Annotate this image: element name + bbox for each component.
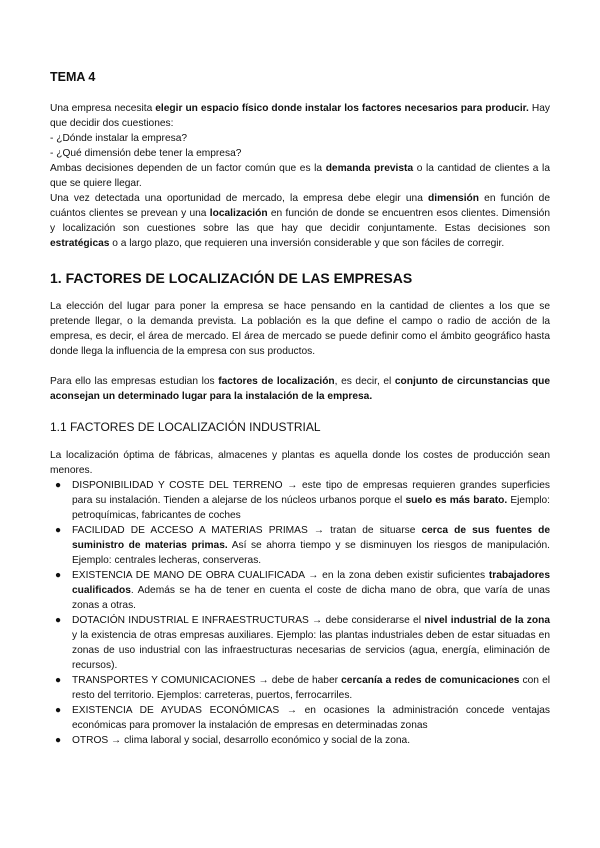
intro-question-2: - ¿Qué dimensión debe tener la empresa? (50, 148, 242, 159)
bullet-icon: ● (55, 675, 62, 686)
section-1-1-heading: 1.1 FACTORES DE LOCALIZACIÓN INDUSTRIAL (50, 420, 321, 434)
section-1-heading: 1. FACTORES DE LOCALIZACIÓN DE LAS EMPRESAS (50, 270, 413, 286)
intro-paragraph-1: Una empresa necesita elegir un espacio físico donde instalar los factores necesarios para producir. Hay que decidir dos cuestiones: (50, 103, 551, 129)
bullet-icon: ● (55, 615, 62, 626)
list-item: ● EXISTENCIA DE AYUDAS ECONÓMICAS → en ocasiones la administración concede ventajas económicas para promover la instalación de empresas en determinadas zonas (55, 705, 550, 731)
factor-list (50, 478, 550, 748)
section-1-paragraph-2: Para ello las empresas estudian los factores de localización, es decir, el conjunto de circunstancias que aconsejan un determinado lugar para la instalación de la empresa. (50, 376, 550, 402)
list-item: ● DOTACIÓN INDUSTRIAL E INFRAESTRUCTURAS → debe considerarse el nivel industrial de la zona y la existencia de otras empresas auxiliares. Ejemplo: las plantas industriales deben de estar situadas en zonas de uso industrial con las infraestructuras necesarias de servicios (agua, energía, eliminación de recursos). (55, 615, 550, 671)
intro-paragraph-2: Ambas decisiones dependen de un factor común que es la demanda prevista o la cantidad de clientes a la que se quiere llegar. (50, 163, 550, 189)
list-item: ● EXISTENCIA DE MANO DE OBRA CUALIFICADA → en la zona deben existir suficientes trabajadores cualificados. Además se ha de tener en cuenta el coste de dicha mano de obra, que varía de unas zonas a otras. (55, 570, 550, 611)
intro-paragraph-3: Una vez detectada una oportunidad de mercado, la empresa debe elegir una dimensión en función de cuántos clientes se prevean y una localización en función de donde se encuentren esos clientes. Dimensión y localización son cuestiones sobre las que hay que decidir conjuntamente. Estas decisiones son estratégicas o a largo plazo, que requieren una inversión considerable y que son fáciles de corregir. (50, 193, 550, 249)
list-item: ● DISPONIBILIDAD Y COSTE DEL TERRENO → este tipo de empresas requieren grandes superficies para su instalación. Tienden a alejarse de los núcleos urbanos porque el suelo es más barato. Ejemplo: petroquímicas, fabricantes de coches (55, 480, 550, 521)
list-item: ● TRANSPORTES Y COMUNICACIONES → debe de haber cercanía a redes de comunicaciones con el resto del territorio. Ejemplos: carreteras, puertos, ferrocarriles. (55, 675, 551, 701)
bullet-icon: ● (55, 570, 62, 581)
document-page (50, 70, 550, 748)
bullet-icon: ● (55, 525, 62, 536)
bullet-icon: ● (55, 735, 62, 746)
section-1-1-intro: La localización óptima de fábricas, almacenes y plantas es aquella donde los costes de producción sean menores. (50, 450, 550, 476)
section-1-paragraph-1: La elección del lugar para poner la empresa se hace pensando en la cantidad de clientes a los que se pretende llegar, o la demanda prevista. La población es la que define el campo o radio de acción de la empresa, es decir, el área de mercado. El área de mercado se puede definir como el ámbito geográfico hasta donde llega la influencia de la empresa con sus productos. (50, 301, 550, 357)
list-item: ● OTROS → clima laboral y social, desarrollo económico y social de la zona. (55, 735, 411, 746)
bullet-icon: ● (55, 480, 62, 491)
document-title: TEMA 4 (50, 70, 96, 84)
list-item: ● FACILIDAD DE ACCESO A MATERIAS PRIMAS → tratan de situarse cerca de sus fuentes de suministro de materias primas. Así se ahorra tiempo y se disminuyen los riesgos de manipulación. Ejemplo: centrales lecheras, conserveras. (55, 525, 551, 566)
intro-question-1: - ¿Dónde instalar la empresa? (50, 133, 188, 144)
bullet-icon: ● (55, 705, 62, 716)
